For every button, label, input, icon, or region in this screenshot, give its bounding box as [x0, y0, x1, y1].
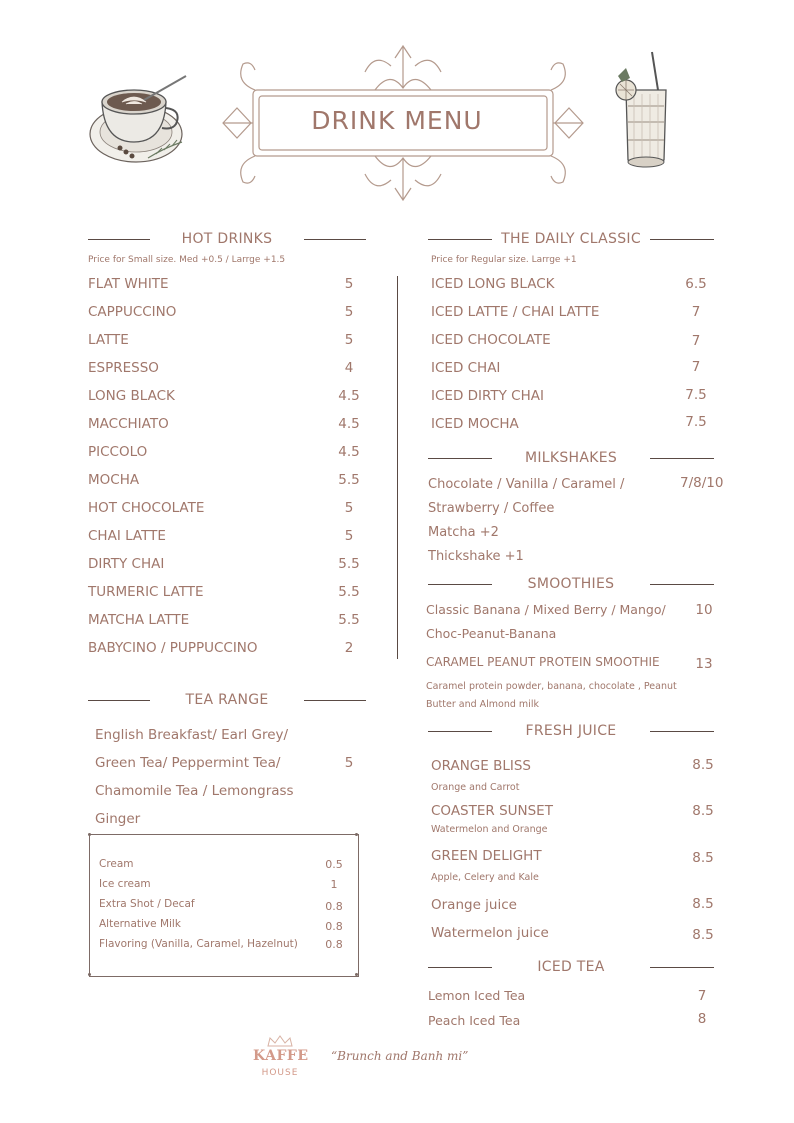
hot-drink-price: 5.5: [338, 612, 360, 628]
milkshake-price: 7/8/10: [680, 475, 724, 491]
divider: [428, 584, 492, 585]
box-corner: [355, 833, 358, 836]
smoothie-price: 13: [695, 656, 713, 672]
box-corner: [88, 973, 91, 976]
extra-price: 0.8: [325, 920, 343, 933]
section-title-daily-classic: THE DAILY CLASSIC: [501, 231, 641, 247]
hot-drink-name: CAPPUCCINO: [88, 304, 177, 320]
page-title: DRINK MENU: [311, 106, 483, 135]
milkshake-line: Matcha +2: [428, 525, 499, 540]
divider: [88, 239, 150, 240]
extra-name: Extra Shot / Decaf: [99, 898, 195, 910]
juice-desc: Watermelon and Orange: [431, 824, 548, 835]
hot-drink-price: 5.5: [338, 472, 360, 488]
daily-classic-price: 7.5: [685, 414, 707, 430]
hot-drink-price: 5: [344, 500, 354, 516]
juice-name: COASTER SUNSET: [431, 803, 553, 819]
hot-drink-name: TURMERIC LATTE: [88, 584, 204, 600]
hot-drink-price: 5.5: [338, 584, 360, 600]
divider: [428, 967, 492, 968]
juice-price: 8.5: [692, 927, 714, 943]
hot-drink-name: LONG BLACK: [88, 388, 175, 404]
logo-sub: HOUSE: [261, 1068, 299, 1078]
section-title-iced-tea: ICED TEA: [537, 959, 605, 975]
extra-price: 0.8: [325, 900, 343, 913]
hot-drink-price: 5: [344, 528, 354, 544]
section-title-tea-range: TEA RANGE: [185, 692, 269, 708]
divider: [650, 239, 714, 240]
milkshake-line: Thickshake +1: [428, 549, 524, 564]
extra-price: 0.5: [325, 858, 343, 871]
hot-drink-price: 5: [344, 304, 354, 320]
extra-price: 1: [330, 878, 338, 891]
smoothie-desc: Butter and Almond milk: [426, 699, 539, 710]
milkshake-line: Strawberry / Coffee: [428, 501, 555, 516]
juice-name: GREEN DELIGHT: [431, 848, 542, 864]
hot-drink-price: 4.5: [338, 444, 360, 460]
box-corner: [355, 973, 358, 976]
juice-price: 8.5: [692, 850, 714, 866]
tea-line: Ginger: [95, 811, 141, 827]
hot-drink-price: 4.5: [338, 388, 360, 404]
iced-tea-name: Lemon Iced Tea: [428, 988, 526, 1003]
tea-line: English Breakfast/ Earl Grey/: [95, 727, 289, 743]
hot-drink-price: 4.5: [338, 416, 360, 432]
section-title-hot-drinks: HOT DRINKS: [181, 231, 273, 247]
juice-name: ORANGE BLISS: [431, 758, 531, 774]
daily-classic-note: Price for Regular size. Larrge +1: [431, 255, 577, 265]
hot-drink-name: DIRTY CHAI: [88, 556, 165, 572]
juice-desc: Apple, Celery and Kale: [431, 872, 539, 883]
daily-classic-name: ICED LATTE / CHAI LATTE: [431, 304, 600, 320]
hot-drink-name: MACCHIATO: [88, 416, 169, 432]
smoothie-price: 10: [695, 602, 713, 618]
hot-drink-price: 2: [344, 640, 354, 656]
extra-price: 0.8: [325, 938, 343, 951]
divider: [88, 700, 150, 701]
divider: [304, 239, 366, 240]
divider: [428, 731, 492, 732]
hot-drink-name: PICCOLO: [88, 444, 148, 460]
section-title-fresh-juice: FRESH JUICE: [525, 723, 617, 739]
iced-drink-icon: [600, 50, 680, 175]
extra-name: Alternative Milk: [99, 918, 181, 930]
tea-price: 5: [344, 755, 354, 771]
hot-drink-name: ESPRESSO: [88, 360, 159, 376]
hot-drinks-note: Price for Small size. Med +0.5 / Larrge +1.5: [88, 255, 286, 265]
daily-classic-name: ICED CHOCOLATE: [431, 332, 551, 348]
box-corner: [88, 833, 91, 836]
daily-classic-price: 7: [691, 333, 701, 349]
daily-classic-name: ICED LONG BLACK: [431, 276, 555, 292]
hot-drink-name: MATCHA LATTE: [88, 612, 190, 628]
smoothie-desc: Caramel protein powder, banana, chocolate , Peanut: [426, 681, 677, 692]
extra-name: Ice cream: [99, 878, 151, 890]
juice-desc: Orange and Carrot: [431, 782, 520, 793]
smoothie-item: CARAMEL PEANUT PROTEIN SMOOTHIE: [426, 655, 660, 669]
hot-drink-price: 5.5: [338, 556, 360, 572]
crown-icon: [266, 1034, 294, 1048]
juice-price: 8.5: [692, 757, 714, 773]
hot-drink-price: 5: [344, 332, 354, 348]
divider: [650, 458, 714, 459]
hot-drink-name: CHAI LATTE: [88, 528, 166, 544]
iced-tea-name: Peach Iced Tea: [428, 1013, 521, 1028]
daily-classic-price: 7: [691, 304, 701, 320]
divider: [428, 239, 492, 240]
hot-drink-name: LATTE: [88, 332, 129, 348]
divider: [650, 584, 714, 585]
extra-name: Flavoring (Vanilla, Caramel, Hazelnut): [99, 938, 298, 950]
tea-line: Chamomile Tea / Lemongrass: [95, 783, 294, 799]
section-title-smoothies: SMOOTHIES: [527, 576, 615, 592]
divider: [428, 458, 492, 459]
divider: [304, 700, 366, 701]
iced-tea-price: 7: [697, 988, 707, 1004]
daily-classic-price: 7: [691, 359, 701, 375]
extra-name: Cream: [99, 858, 134, 870]
divider: [650, 731, 714, 732]
iced-tea-price: 8: [697, 1011, 707, 1027]
juice-name: Orange juice: [431, 897, 517, 913]
tagline: “Brunch and Banh mi”: [331, 1049, 469, 1063]
daily-classic-price: 7.5: [685, 387, 707, 403]
divider: [650, 967, 714, 968]
milkshake-line: Chocolate / Vanilla / Caramel /: [428, 477, 625, 492]
juice-price: 8.5: [692, 803, 714, 819]
smoothie-line: Choc-Peanut-Banana: [426, 626, 557, 641]
juice-name: Watermelon juice: [431, 925, 549, 941]
hot-drink-price: 4: [344, 360, 354, 376]
daily-classic-price: 6.5: [685, 276, 707, 292]
column-divider: [397, 276, 398, 659]
juice-price: 8.5: [692, 896, 714, 912]
tea-line: Green Tea/ Peppermint Tea/: [95, 755, 281, 771]
daily-classic-name: ICED MOCHA: [431, 416, 519, 432]
logo-main: KAFFE: [253, 1048, 309, 1064]
hot-drink-price: 5: [344, 276, 354, 292]
hot-drink-name: MOCHA: [88, 472, 140, 488]
smoothie-line: Classic Banana / Mixed Berry / Mango/: [426, 602, 666, 617]
hot-drink-name: HOT CHOCOLATE: [88, 500, 205, 516]
hot-drink-name: FLAT WHITE: [88, 276, 169, 292]
daily-classic-name: ICED CHAI: [431, 360, 501, 376]
section-title-milkshakes: MILKSHAKES: [524, 450, 618, 466]
hot-drink-name: BABYCINO / PUPPUCCINO: [88, 640, 258, 656]
daily-classic-name: ICED DIRTY CHAI: [431, 388, 544, 404]
